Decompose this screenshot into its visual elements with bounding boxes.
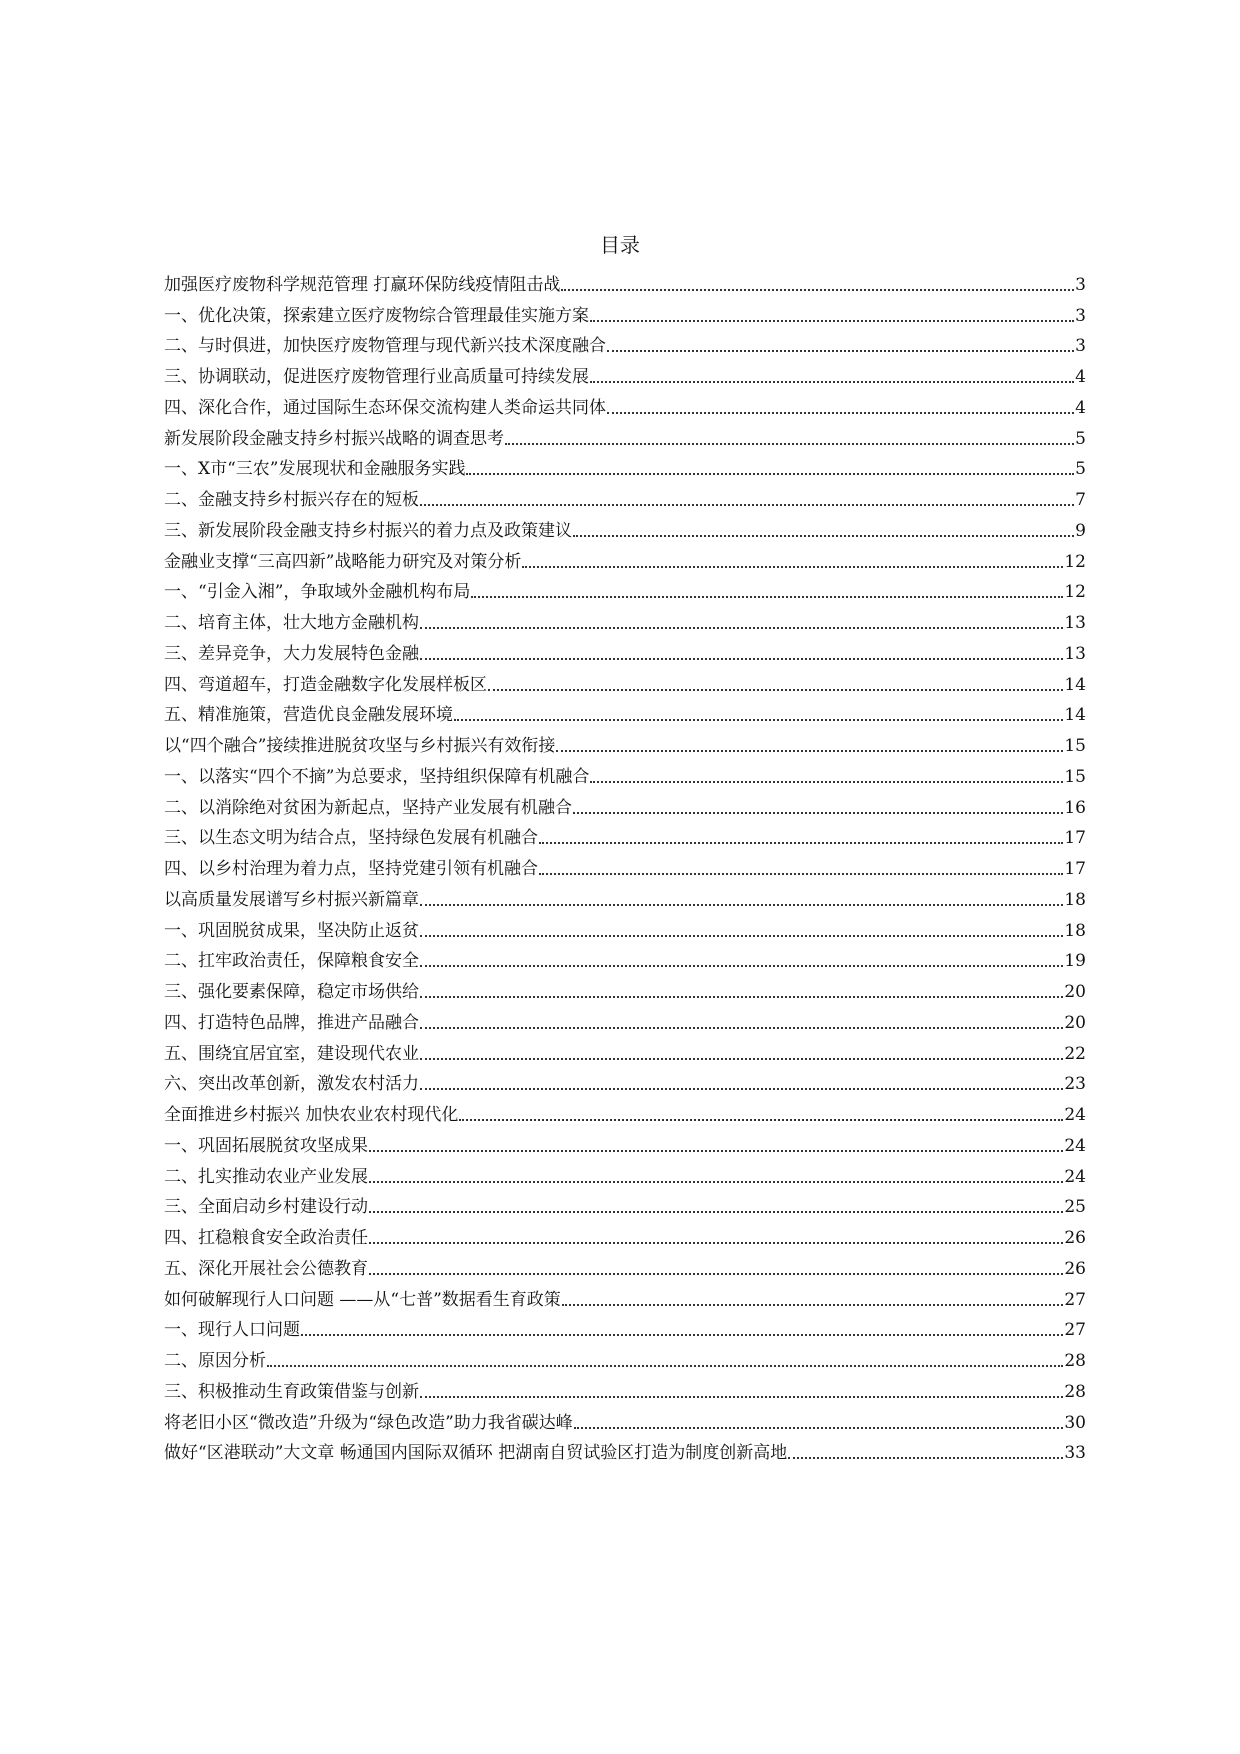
toc-entry[interactable] xyxy=(164,1434,1086,1465)
dot-leader xyxy=(420,904,1063,906)
dot-leader xyxy=(590,781,1063,783)
toc-entry-page-number: 28 xyxy=(1064,1381,1086,1402)
toc-entry-title: 二、原因分析 xyxy=(164,1351,266,1371)
dot-leader xyxy=(369,1181,1063,1183)
dot-leader xyxy=(590,381,1074,383)
toc-entry[interactable] xyxy=(164,819,1086,850)
dot-leader xyxy=(420,1088,1063,1090)
toc-entry[interactable] xyxy=(164,1218,1086,1249)
toc-entry[interactable] xyxy=(164,1126,1086,1157)
toc-entry[interactable] xyxy=(164,1003,1086,1034)
dot-leader xyxy=(420,504,1074,506)
toc-entry-title: 四、深化合作，通过国际生态环保交流构建人类命运共同体 xyxy=(164,397,606,418)
toc-entry-title: 三、新发展阶段金融支持乡村振兴的着力点及政策建议 xyxy=(164,520,572,541)
toc-title: 目录 xyxy=(600,233,640,257)
dot-leader xyxy=(459,1119,1063,1121)
toc-entry[interactable] xyxy=(164,1188,1086,1219)
toc-entry-page-number: 17 xyxy=(1064,828,1086,849)
dot-leader xyxy=(420,1396,1063,1398)
toc-entry-title: 四、扛稳粮食安全政治责任 xyxy=(164,1228,368,1248)
toc-entry[interactable] xyxy=(164,511,1086,542)
toc-entry-title: 三、差异竞争，大力发展特色金融 xyxy=(164,643,419,664)
toc-entry[interactable] xyxy=(164,480,1086,511)
dot-leader xyxy=(522,566,1063,568)
toc-entry-page-number: 19 xyxy=(1064,951,1086,972)
toc-entry-page-number: 14 xyxy=(1064,674,1086,695)
toc-entry[interactable] xyxy=(164,1372,1086,1403)
toc-entry-page-number: 23 xyxy=(1064,1074,1086,1095)
toc-entry[interactable] xyxy=(164,1095,1086,1126)
toc-entry-page-number: 3 xyxy=(1075,274,1086,295)
toc-entry-title: 二、培育主体，壮大地方金融机构 xyxy=(164,613,419,633)
dot-leader xyxy=(454,719,1063,721)
toc-entry-title: 三、以生态文明为结合点，坚持绿色发展有机融合 xyxy=(164,828,538,849)
toc-entry-page-number: 17 xyxy=(1064,859,1086,879)
toc-entry-title: 一、以落实“四个不摘”为总要求，坚持组织保障有机融合 xyxy=(164,766,590,787)
toc-entry-page-number: 14 xyxy=(1064,705,1086,726)
toc-entry[interactable] xyxy=(164,788,1086,819)
toc-entry-page-number: 25 xyxy=(1064,1197,1086,1218)
toc-entry[interactable] xyxy=(164,603,1086,634)
toc-entry[interactable] xyxy=(164,450,1086,481)
toc-entry[interactable] xyxy=(164,1249,1086,1280)
toc-entry[interactable] xyxy=(164,388,1086,419)
toc-entry-title: 五、深化开展社会公德教育 xyxy=(164,1258,368,1279)
dot-leader xyxy=(420,627,1063,629)
toc-entry-page-number: 13 xyxy=(1064,613,1086,633)
toc-entry-title: 以“四个融合”接续推进脱贫攻坚与乡村振兴有效衔接 xyxy=(164,736,556,756)
dot-leader xyxy=(369,1242,1063,1244)
toc-entry[interactable] xyxy=(164,696,1086,727)
toc-entry-title: 四、以乡村治理为着力点，坚持党建引领有机融合 xyxy=(164,859,538,879)
dot-leader xyxy=(420,996,1063,998)
toc-entry-title: 二、以消除绝对贫困为新起点，坚持产业发展有机融合 xyxy=(164,797,572,818)
toc-entry-page-number: 24 xyxy=(1064,1105,1086,1125)
toc-entry-title: 三、全面启动乡村建设行动 xyxy=(164,1197,368,1218)
toc-entry-title: 四、弯道超车，打造金融数字化发展样板区 xyxy=(164,674,487,695)
toc-entry-title: 六、突出改革创新，激发农村活力 xyxy=(164,1074,419,1095)
dot-leader xyxy=(420,935,1063,937)
toc-entry[interactable] xyxy=(164,573,1086,604)
toc-entry-page-number: 26 xyxy=(1064,1228,1086,1248)
toc-entry-title: 一、现行人口问题 xyxy=(164,1320,300,1341)
toc-entry-title: 二、金融支持乡村振兴存在的短板 xyxy=(164,490,419,510)
toc-entry-page-number: 24 xyxy=(1064,1166,1086,1187)
toc-entry-title: 一、X市“三农”发展现状和金融服务实践 xyxy=(164,459,466,480)
toc-entry-title: 金融业支撑“三高四新”战略能力研究及对策分析 xyxy=(164,551,522,572)
toc-entry-title: 三、强化要素保障，稳定市场供给 xyxy=(164,982,419,1002)
dot-leader xyxy=(488,689,1063,691)
toc-entry-page-number: 15 xyxy=(1064,766,1086,787)
dot-leader xyxy=(471,596,1063,598)
toc-entry-page-number: 30 xyxy=(1064,1412,1086,1433)
toc-entry[interactable] xyxy=(164,542,1086,573)
dot-leader xyxy=(573,535,1074,537)
toc-entry-title: 五、围绕宜居宜室，建设现代农业 xyxy=(164,1043,419,1064)
toc-entry[interactable] xyxy=(164,1311,1086,1342)
toc-entry[interactable] xyxy=(164,265,1086,296)
toc-entry-page-number: 12 xyxy=(1064,551,1086,572)
toc-entry[interactable] xyxy=(164,911,1086,942)
toc-entry[interactable] xyxy=(164,1034,1086,1065)
toc-entry[interactable] xyxy=(164,1341,1086,1372)
dot-leader xyxy=(420,658,1063,660)
toc-entry-title: 加强医疗废物科学规范管理 打赢环保防线疫情阻击战 xyxy=(164,274,561,295)
toc-entry[interactable] xyxy=(164,327,1086,358)
toc-entry-page-number: 22 xyxy=(1064,1043,1086,1064)
toc-entry-page-number: 33 xyxy=(1064,1443,1086,1464)
toc-entry-page-number: 27 xyxy=(1064,1320,1086,1341)
toc-entry-title: 二、扛牢政治责任，保障粮食安全 xyxy=(164,951,419,972)
toc-entry-page-number: 4 xyxy=(1075,397,1086,418)
toc-entry-title: 五、精准施策，营造优良金融发展环境 xyxy=(164,705,453,726)
toc-entry-page-number: 13 xyxy=(1064,643,1086,664)
dot-leader xyxy=(607,350,1074,352)
dot-leader xyxy=(788,1457,1063,1459)
toc-entry-title: 一、巩固拓展脱贫攻坚成果 xyxy=(164,1135,368,1156)
toc-entry-page-number: 16 xyxy=(1064,797,1086,818)
toc-entry-title: 以高质量发展谱写乡村振兴新篇章 xyxy=(164,889,419,910)
toc-entry-title: 新发展阶段金融支持乡村振兴战略的调查思考 xyxy=(164,428,504,449)
dot-leader xyxy=(574,1427,1064,1429)
dot-leader xyxy=(573,812,1063,814)
toc-entry-page-number: 26 xyxy=(1064,1258,1086,1279)
dot-leader xyxy=(539,873,1063,875)
toc-entry-page-number: 3 xyxy=(1075,336,1086,357)
toc-entry[interactable] xyxy=(164,1280,1086,1311)
table-of-contents xyxy=(164,265,1086,1464)
toc-entry-page-number: 20 xyxy=(1064,982,1086,1002)
dot-leader xyxy=(539,842,1063,844)
toc-entry-title: 将老旧小区“微改造”升级为“绿色改造”助力我省碳达峰 xyxy=(164,1412,573,1433)
toc-entry[interactable] xyxy=(164,726,1086,757)
dot-leader xyxy=(267,1365,1063,1367)
toc-entry-page-number: 15 xyxy=(1064,736,1086,756)
toc-entry-title: 全面推进乡村振兴 加快农业农村现代化 xyxy=(164,1105,459,1125)
toc-entry-title: 二、与时俱进，加快医疗废物管理与现代新兴技术深度融合 xyxy=(164,336,606,357)
dot-leader xyxy=(420,1027,1063,1029)
toc-entry[interactable] xyxy=(164,665,1086,696)
toc-entry[interactable] xyxy=(164,757,1086,788)
toc-entry[interactable] xyxy=(164,1065,1086,1096)
toc-entry[interactable] xyxy=(164,419,1086,450)
toc-entry-page-number: 18 xyxy=(1064,920,1086,941)
dot-leader xyxy=(301,1334,1063,1336)
toc-entry-title: 二、扎实推动农业产业发展 xyxy=(164,1166,368,1187)
toc-entry[interactable] xyxy=(164,296,1086,327)
dot-leader xyxy=(505,443,1074,445)
toc-entry[interactable] xyxy=(164,1157,1086,1188)
toc-entry[interactable] xyxy=(164,634,1086,665)
toc-entry[interactable] xyxy=(164,942,1086,973)
dot-leader xyxy=(556,750,1063,752)
toc-entry-title: 一、优化决策，探索建立医疗废物综合管理最佳实施方案 xyxy=(164,305,589,326)
toc-entry-title: 如何破解现行人口问题 ——从“七普”数据看生育政策 xyxy=(164,1289,561,1310)
toc-entry-page-number: 20 xyxy=(1064,1012,1086,1033)
dot-leader xyxy=(561,289,1074,291)
toc-entry-page-number: 24 xyxy=(1064,1135,1086,1156)
toc-entry[interactable] xyxy=(164,972,1086,1003)
toc-entry[interactable] xyxy=(164,849,1086,880)
dot-leader xyxy=(466,473,1074,475)
dot-leader xyxy=(420,1058,1063,1060)
toc-entry-page-number: 5 xyxy=(1075,428,1086,449)
toc-entry-page-number: 9 xyxy=(1075,520,1086,541)
toc-entry-title: 三、协调联动，促进医疗废物管理行业高质量可持续发展 xyxy=(164,367,589,387)
toc-entry-title: 做好“区港联动”大文章 畅通国内国际双循环 把湖南自贸试验区打造为制度创新高地 xyxy=(164,1443,788,1464)
dot-leader xyxy=(369,1211,1063,1213)
toc-entry[interactable] xyxy=(164,357,1086,388)
toc-entry[interactable] xyxy=(164,880,1086,911)
dot-leader xyxy=(369,1273,1063,1275)
toc-entry-page-number: 4 xyxy=(1075,367,1086,387)
toc-entry-title: 三、积极推动生育政策借鉴与创新 xyxy=(164,1381,419,1402)
dot-leader xyxy=(369,1150,1063,1152)
toc-entry-title: 四、打造特色品牌，推进产品融合 xyxy=(164,1012,419,1033)
toc-entry[interactable] xyxy=(164,1403,1086,1434)
toc-entry-page-number: 12 xyxy=(1064,582,1086,603)
toc-entry-page-number: 3 xyxy=(1075,305,1086,326)
dot-leader xyxy=(562,1304,1064,1306)
toc-entry-page-number: 7 xyxy=(1075,490,1086,510)
toc-entry-title: 一、巩固脱贫成果，坚决防止返贫 xyxy=(164,920,419,941)
dot-leader xyxy=(590,320,1074,322)
dot-leader xyxy=(420,965,1063,967)
toc-entry-page-number: 5 xyxy=(1075,459,1086,480)
dot-leader xyxy=(607,412,1074,414)
toc-entry-page-number: 28 xyxy=(1064,1351,1086,1371)
toc-entry-title: 一、“引金入湘”，争取域外金融机构布局 xyxy=(164,582,471,603)
toc-entry-page-number: 18 xyxy=(1064,889,1086,910)
toc-entry-page-number: 27 xyxy=(1064,1289,1086,1310)
